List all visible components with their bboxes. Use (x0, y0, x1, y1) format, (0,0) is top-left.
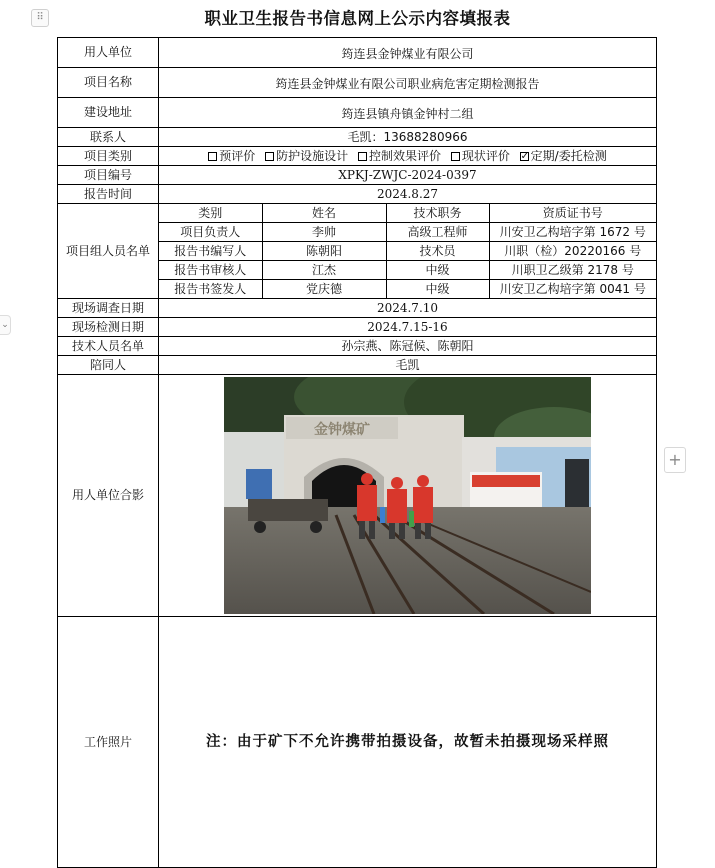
contact-label: 联系人 (58, 128, 159, 147)
project-name-value: 筠连县金钟煤业有限公司职业病危害定期检测报告 (159, 68, 657, 98)
chevron-down-icon[interactable]: ⌄ (0, 315, 11, 335)
group-photo-cell (159, 375, 657, 617)
work-photo-label: 工作照片 (58, 617, 159, 868)
member-role: 报告书审核人 (159, 261, 262, 280)
category-options (159, 147, 657, 166)
row-group-photo (58, 375, 657, 617)
team-label: 项目组人员名单 (58, 204, 159, 299)
member-title: 技术员 (386, 242, 489, 261)
table-row (159, 261, 656, 280)
option-pre-evaluation[interactable]: 预评价 (208, 149, 255, 164)
option-protection-design[interactable]: 防护设施设计 (265, 149, 348, 164)
team-table-cell (159, 204, 657, 299)
row-test-date (58, 318, 657, 337)
row-tech-staff (58, 337, 657, 356)
report-time-label: 报告时间 (58, 185, 159, 204)
companion-label: 陪同人 (58, 356, 159, 375)
info-form-table (57, 37, 657, 868)
add-row-button[interactable]: + (664, 447, 686, 473)
row-companion (58, 356, 657, 375)
row-project-no (58, 166, 657, 185)
member-name: 陈朝阳 (262, 242, 386, 261)
page-title: 职业卫生报告书信息网上公示内容填报表 (204, 9, 511, 28)
team-header: 技术职务 (386, 204, 489, 223)
checkbox-icon (208, 152, 217, 161)
survey-date-label: 现场调查日期 (58, 299, 159, 318)
project-name-label: 项目名称 (58, 68, 159, 98)
row-survey-date (58, 299, 657, 318)
team-header: 类别 (159, 204, 262, 223)
employer-value: 筠连县金钟煤业有限公司 (159, 38, 657, 68)
row-team (58, 204, 657, 299)
companion-value: 毛凯 (159, 356, 657, 375)
contact-value: 毛凯：13688280966 (159, 128, 657, 147)
work-photo-note: 注：由于矿下不允许携带拍摄设备，故暂未拍摄现场采样照 (206, 733, 609, 750)
address-value: 筠连县镇舟镇金钟村二组 (159, 98, 657, 128)
tech-staff-value: 孙宗燕、陈冠候、陈朝阳 (159, 337, 657, 356)
survey-date-value: 2024.7.10 (159, 299, 657, 318)
row-category (58, 147, 657, 166)
checkbox-icon (358, 152, 367, 161)
member-role: 报告书签发人 (159, 280, 262, 299)
checkbox-icon (265, 152, 274, 161)
option-periodic-testing[interactable]: ✓ 定期/委托检测 (520, 149, 607, 164)
row-report-time (58, 185, 657, 204)
employer-label: 用人单位 (58, 38, 159, 68)
group-photo-image (224, 377, 591, 614)
test-date-label: 现场检测日期 (58, 318, 159, 337)
team-header-row (159, 204, 656, 223)
group-photo-label: 用人单位合影 (58, 375, 159, 617)
member-cert: 川安卫乙构培字第 1672 号 (489, 223, 656, 242)
category-label: 项目类别 (58, 147, 159, 166)
table-row (159, 280, 656, 299)
member-name: 江杰 (262, 261, 386, 280)
row-contact (58, 128, 657, 147)
member-cert: 川职卫乙级第 2178 号 (489, 261, 656, 280)
row-project-name (58, 68, 657, 98)
option-status-evaluation[interactable]: 现状评价 (451, 149, 510, 164)
member-title: 高级工程师 (386, 223, 489, 242)
option-control-effect[interactable]: 控制效果评价 (358, 149, 441, 164)
member-title: 中级 (386, 280, 489, 299)
checkbox-icon (451, 152, 460, 161)
team-header: 资质证书号 (489, 204, 656, 223)
project-no-value: XPKJ-ZWJC-2024-0397 (159, 166, 657, 185)
member-role: 项目负责人 (159, 223, 262, 242)
row-employer (58, 38, 657, 68)
row-work-photo (58, 617, 657, 868)
project-no-label: 项目编号 (58, 166, 159, 185)
member-role: 报告书编写人 (159, 242, 262, 261)
checkbox-checked-icon (520, 152, 529, 161)
row-address (58, 98, 657, 128)
member-name: 李帅 (262, 223, 386, 242)
team-table (159, 204, 656, 298)
work-photo-cell (159, 617, 657, 868)
member-cert: 川安卫乙构培字第 0041 号 (489, 280, 656, 299)
test-date-value: 2024.7.15-16 (159, 318, 657, 337)
table-row (159, 242, 656, 261)
member-title: 中级 (386, 261, 489, 280)
team-header: 姓名 (262, 204, 386, 223)
drag-handle-icon[interactable]: ⠿ (31, 9, 49, 27)
table-row (159, 223, 656, 242)
mine-sign-text: 金钟煤矿 (314, 422, 370, 438)
address-label: 建设地址 (58, 98, 159, 128)
member-name: 党庆德 (262, 280, 386, 299)
member-cert: 川职（检）20220166 号 (489, 242, 656, 261)
report-time-value: 2024.8.27 (159, 185, 657, 204)
tech-staff-label: 技术人员名单 (58, 337, 159, 356)
